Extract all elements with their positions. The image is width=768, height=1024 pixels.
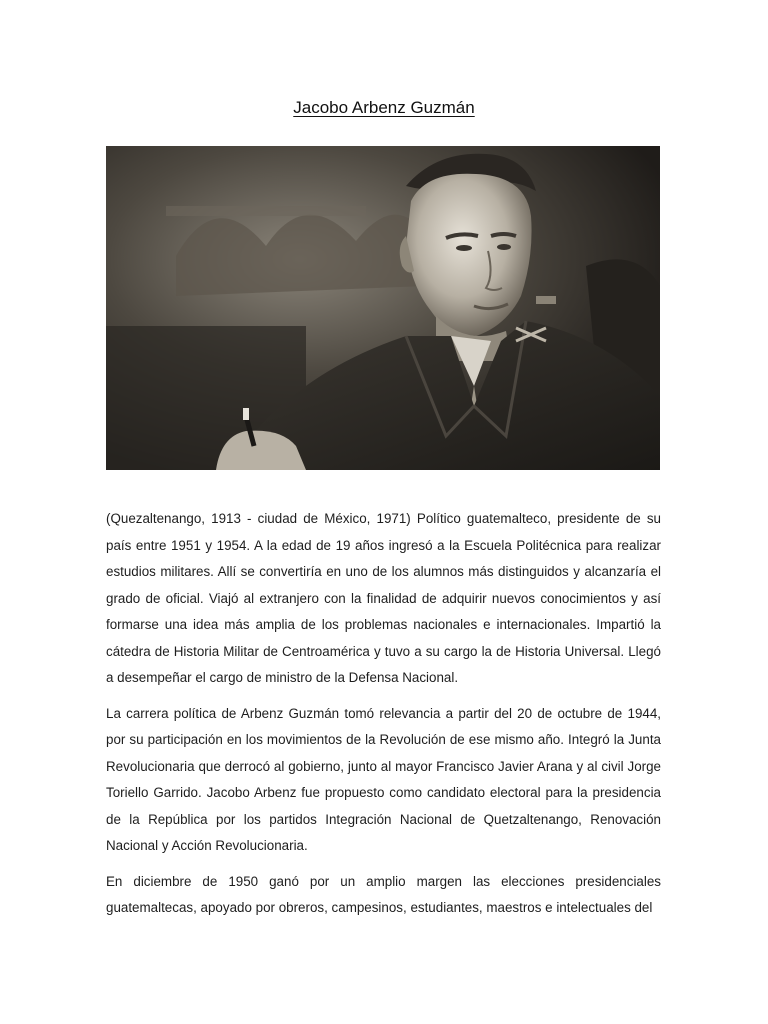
- portrait-photo-icon: [106, 146, 660, 470]
- document-title: Jacobo Arbenz Guzmán: [293, 98, 475, 117]
- portrait-photo: [106, 146, 660, 470]
- paragraph-3: En diciembre de 1950 ganó por un amplio margen las elecciones presidenciales guatemaltecas, apoyado por obreros, campesinos, estudiantes, maestros e intelectuales del: [106, 873, 661, 915]
- document-body: [106, 506, 661, 931]
- paragraph-1: (Quezaltenango, 1913 - ciudad de México, 1971) Político guatemalteco, presidente de su país entre 1951 y 1954. A la edad de 19 años ingresó a la Escuela Politécnica para realizar estudios militares. Allí se convertiría en uno de los alumnos más distinguidos y alcanzaría el grado de oficial. Viajó al extranjero con la finalidad de adquirir nuevos conocimientos y así formarse una idea más amplia de los problemas nacionales e internacionales. Impartió la cátedra de Historia Militar de Centroamérica y tuvo a su cargo la de Historia Universal. Llegó a desempeñar el cargo de ministro de la Defensa Nacional.: [106, 511, 661, 685]
- paragraph-2: La carrera política de Arbenz Guzmán tomó relevancia a partir del 20 de octubre de 1944, por su participación en los movimientos de la Revolución de ese mismo año. Integró la Junta Revolucionaria que derrocó al gobierno, junto al mayor Francisco Javier Arana y al civil Jorge Toriello Garrido. Jacobo Arbenz fue propuesto como candidato electoral para la presidencia de la República por los partidos Integración Nacional de Quetzaltenango, Renovación Nacional y Acción Revolucionaria.: [106, 705, 661, 853]
